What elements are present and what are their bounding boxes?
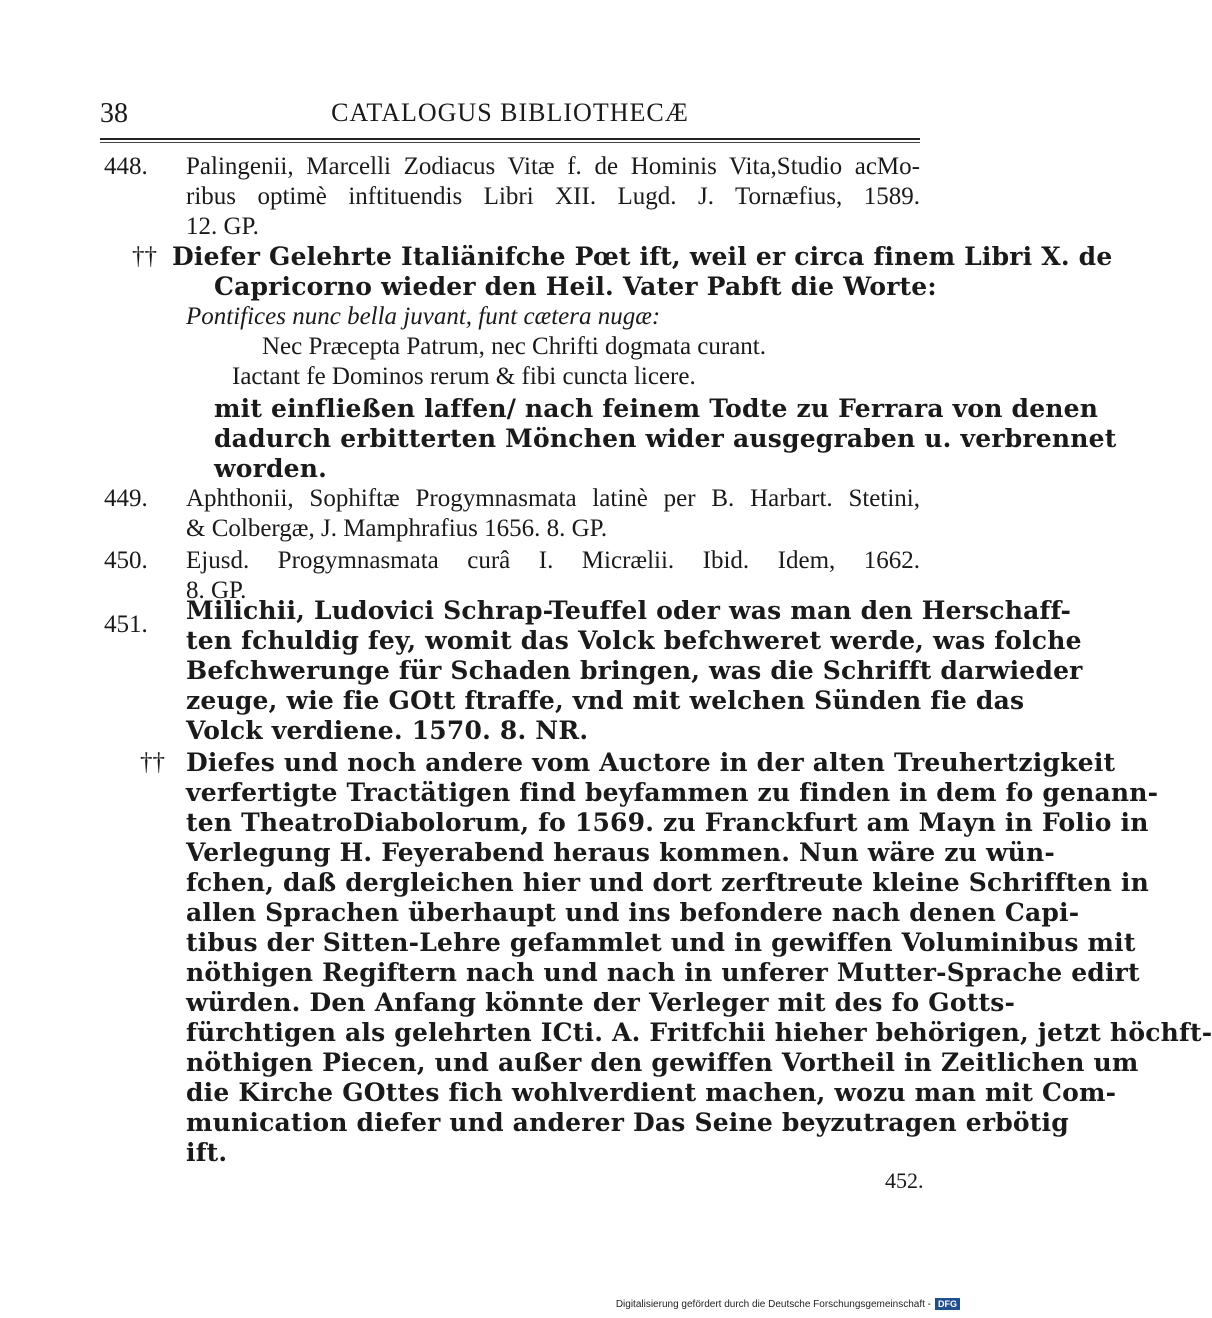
note-451-line-8: nöthigen Regiftern nach und nach in unferer Mutter-Sprache edirt	[186, 958, 1140, 987]
digitization-credit	[616, 1298, 960, 1310]
note-mark-451: ††	[140, 749, 165, 776]
note-451-line-9: würden. Den Anfang könnte der Verleger mit des fo Gotts-	[186, 988, 1016, 1017]
entry-448-line-1: Palingenii, Marcelli Zodiacus Vitæ f. de Hominis Vita,Studio acMo-	[186, 153, 920, 180]
note-448-verse-2: Nec Præcepta Patrum, nec Chrifti dogmata curant.	[262, 333, 767, 360]
note-451-line-14: ift.	[186, 1138, 228, 1167]
note-451-line-3: ten TheatroDiabolorum, fo 1569. zu Franckfurt am Mayn in Folio in	[186, 808, 1149, 837]
note-448-line-1: Diefer Gelehrte Italiänifche Pœt ift, weil er circa finem Libri X. de	[172, 242, 1113, 271]
note-451-line-4: Verlegung H. Feyerabend heraus kommen. Nun wäre zu wün-	[186, 838, 1055, 867]
entry-451-line-5: Volck verdiene. 1570. 8. NR.	[186, 716, 589, 745]
entry-451-line-4: zeuge, wie fie GOtt ftraffe, vnd mit welchen Sünden fie das	[186, 686, 1025, 715]
note-451-line-12: die Kirche GOttes fich wohlverdient machen, wozu man mit Com-	[186, 1078, 1117, 1107]
note-448-line-8: worden.	[214, 454, 328, 483]
note-448-verse-1: Pontifices nunc bella juvant, funt cætera nugæ:	[186, 303, 661, 330]
note-451-line-7: tibus der Sitten-Lehre gefammlet und in gewiffen Voluminibus mit	[186, 928, 1136, 957]
page-header	[100, 96, 920, 136]
note-451-line-6: allen Sprachen überhaupt und ins befondere nach denen Capi-	[186, 898, 1080, 927]
entry-451-line-2: ten fchuldig fey, womit das Volck befchweret werde, was folche	[186, 626, 1082, 655]
entry-448-line-3: 12. GP.	[186, 213, 259, 240]
note-448-line-6: mit einfließen laffen/ nach feinem Todte zu Ferrara von denen	[214, 394, 1099, 423]
entry-450-line-2: 8. GP.	[186, 577, 247, 604]
dfg-logo-icon: DFG	[935, 1298, 960, 1310]
running-title: CATALOGUS BIBLIOTHECÆ	[331, 98, 689, 127]
note-448-verse-3: Iactant fe Dominos rerum & fibi cuncta licere.	[232, 363, 696, 390]
entry-451-line-3: Befchwerunge für Schaden bringen, was die Schrifft darwieder	[186, 656, 1083, 685]
note-451-line-5: fchen, daß dergleichen hier und dort zerftreute kleine Schrifften in	[186, 868, 1149, 897]
page-number: 38	[100, 98, 128, 129]
note-451-line-13: munication diefer und anderer Das Seine beyzutragen erbötig	[186, 1108, 1069, 1137]
note-451-line-10: fürchtigen als gelehrten ICti. A. Fritfchii hieher behörigen, jetzt höchft-	[186, 1018, 1212, 1047]
catchword: 452.	[885, 1168, 924, 1193]
entry-449-line-1: Aphthonii, Sophiftæ Progymnasmata latinè per B. Harbart. Stetini,	[186, 485, 920, 512]
header-rule-thin	[100, 142, 920, 143]
header-rule	[100, 138, 920, 140]
note-451-line-2: verfertigte Tractätigen find beyfammen zu finden in dem fo genann-	[186, 778, 1159, 807]
entry-448-line-2: ribus optimè inftituendis Libri XII. Lugd. J. Tornæfius, 1589.	[186, 183, 920, 210]
note-451-line-1: Diefes und noch andere vom Auctore in der alten Treuhertzigkeit	[186, 748, 1116, 777]
entry-450-line-1: Ejusd. Progymnasmata curâ I. Micrælii. Ibid. Idem, 1662.	[186, 547, 920, 574]
entry-451-line-1: Milichii, Ludovici Schrap-Teuffel oder was man den Herschaff-	[186, 596, 1072, 625]
entry-number-449: 449.	[104, 485, 148, 512]
entry-number-448: 448.	[104, 153, 148, 180]
entry-number-451: 451.	[104, 611, 148, 638]
note-451-line-11: nöthigen Piecen, und außer den gewiffen Vortheil in Zeitlichen um	[186, 1048, 1139, 1077]
note-448-line-2: Capricorno wieder den Heil. Vater Pabft die Worte:	[214, 272, 937, 301]
entry-number-450: 450.	[104, 547, 148, 574]
entry-449-line-2: & Colbergæ, J. Mamphrafius 1656. 8. GP.	[186, 515, 608, 542]
note-448-line-7: dadurch erbitterten Mönchen wider ausgegraben u. verbrennet	[214, 424, 1117, 453]
credit-text: Digitalisierung gefördert durch die Deutsche Forschungsgemeinschaft -	[615, 1298, 931, 1310]
note-mark-448: ††	[132, 243, 157, 270]
